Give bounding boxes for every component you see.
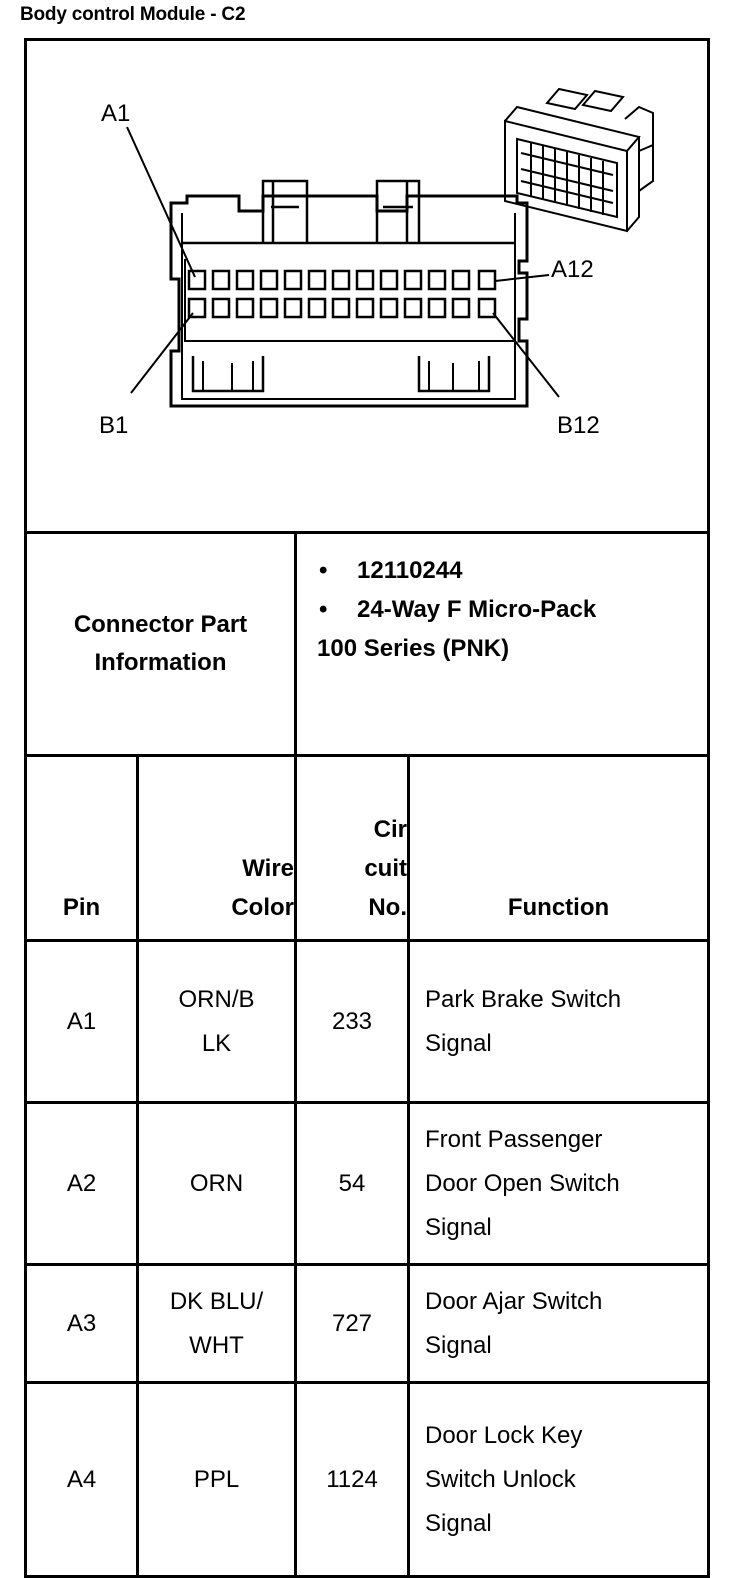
row-4-function-line1: Door Lock Key	[425, 1421, 583, 1449]
connector-info-details	[317, 551, 596, 668]
row-1-circuit: 233	[331, 1007, 373, 1035]
row-3-pin: A3	[66, 1309, 97, 1337]
row-1-wire	[139, 942, 294, 1101]
row-1-pin: A1	[66, 1007, 97, 1035]
row-1-function-line2: Signal	[425, 1029, 492, 1057]
header-circuit	[297, 757, 407, 939]
row-3-function-line2: Signal	[425, 1331, 492, 1359]
row-2-function-line2: Door Open Switch	[425, 1169, 620, 1197]
row-4-function	[425, 1384, 707, 1575]
label-a12: A12	[551, 256, 594, 283]
connector-info-label	[27, 534, 294, 754]
row-2-circuit: 54	[338, 1169, 366, 1197]
header-wire-color-line1: Wire	[242, 855, 294, 882]
header-wire-color-line2: Color	[231, 894, 294, 921]
row-2-function	[425, 1104, 707, 1263]
header-circuit-line3: No.	[368, 894, 407, 921]
row-4-circuit: 1124	[326, 1465, 378, 1493]
divider-info-col	[294, 531, 297, 757]
row-2-pin: A2	[66, 1169, 97, 1197]
connector-info-label-line2: Information	[94, 649, 227, 676]
row-3-wire-line1: DK BLU/	[169, 1287, 264, 1315]
connector-face	[171, 181, 527, 406]
connector-diagram	[27, 41, 707, 531]
bullet-icon: •	[319, 557, 328, 584]
header-circuit-line1: Cir	[373, 816, 407, 843]
row-1-function-line1: Park Brake Switch	[425, 985, 622, 1013]
row-4-wire: PPL	[193, 1465, 240, 1493]
part-number: 12110244	[357, 557, 463, 584]
row-1-wire-line2: LK	[201, 1029, 232, 1057]
header-wire-color	[139, 757, 294, 939]
row-2-function-line3: Signal	[425, 1213, 492, 1241]
label-b12: B12	[557, 412, 600, 439]
row-4-pin: A4	[66, 1465, 97, 1493]
connector-info-label-line1: Connector Part	[73, 611, 248, 638]
row-3-wire-line2: WHT	[189, 1331, 244, 1359]
row-1-function	[425, 942, 707, 1101]
row-4-function-line3: Signal	[425, 1509, 492, 1537]
header-circuit-line2: cuit	[364, 855, 407, 882]
label-b1: B1	[99, 412, 129, 439]
page-title: Body control Module - C2	[20, 4, 246, 25]
row-2-wire: ORN	[189, 1169, 244, 1197]
row-4-function-line2: Switch Unlock	[425, 1465, 576, 1493]
connector-description-line2: 100 Series (PNK)	[317, 635, 510, 662]
row-3-function-line1: Door Ajar Switch	[425, 1287, 603, 1315]
label-a1: A1	[101, 100, 131, 127]
row-3-circuit: 727	[331, 1309, 373, 1337]
row-2-function-line1: Front Passenger	[425, 1125, 603, 1153]
header-pin: Pin	[62, 894, 101, 921]
connector-document-frame	[24, 38, 710, 1578]
connector-description-line1: 24-Way F Micro-Pack	[357, 596, 597, 623]
row-3-function	[425, 1266, 707, 1381]
pin-cavities	[189, 271, 495, 317]
bullet-icon: •	[319, 596, 328, 623]
header-function: Function	[507, 894, 610, 921]
row-1-wire-line1: ORN/B	[178, 985, 255, 1013]
row-3-wire	[139, 1266, 294, 1381]
